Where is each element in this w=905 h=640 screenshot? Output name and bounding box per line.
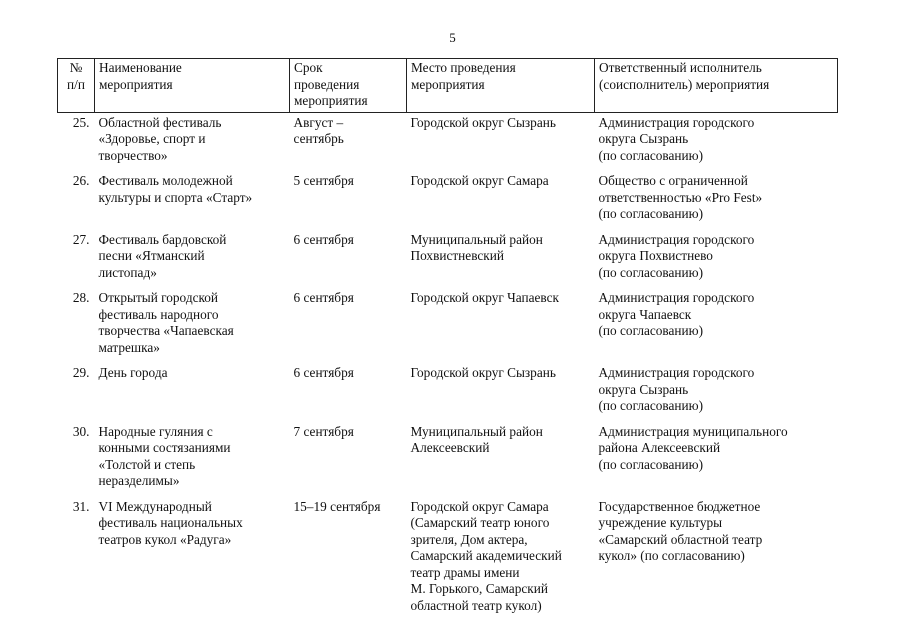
header-name: Наименование мероприятия (95, 59, 290, 113)
event-date: 5 сентября (293, 173, 354, 188)
table-row (58, 288, 838, 363)
event-place: Городской округ Чапаевск (410, 290, 559, 305)
event-name: Открытый городской фестиваль народного творчества «Чапаевская матрешка» (98, 290, 234, 355)
event-place: Городской округ Самара (410, 173, 549, 188)
event-date: 6 сентября (293, 365, 354, 380)
row-number: 31. (72, 498, 90, 514)
event-place: Муниципальный район Алексеевский (410, 423, 543, 455)
event-name: Народные гуляния с конными состязаниями «Толстой и степь неразделимы» (98, 423, 231, 488)
event-date: 6 сентября (293, 231, 354, 247)
event-place: Городской округ Сызрань (410, 114, 556, 130)
row-number: 27. (72, 231, 90, 247)
header-place: Место проведения мероприятия (407, 59, 595, 113)
event-place: Городской округ Самара (Самарский театр юного зрителя, Дом актера, Самарский академический театр драмы имени М. Горького, Самарский областной театр кукол) (410, 498, 562, 613)
event-name: День города (98, 365, 168, 380)
event-name: Фестиваль молодежной культуры и спорта «Старт» (98, 173, 253, 205)
page-number: 5 (449, 30, 456, 45)
header-row (58, 59, 838, 113)
table-row (58, 112, 838, 171)
event-responsible: Государственное бюджетное учреждение культуры «Самарский областной театр кукол» (по согласованию) (598, 498, 763, 563)
event-name: Областной фестиваль «Здоровье, спорт и творчество» (98, 114, 222, 163)
event-responsible: Администрация муниципального района Алексеевский (по согласованию) (598, 423, 788, 472)
row-number: 25. (72, 114, 90, 130)
table-row (58, 422, 838, 497)
table-body (58, 112, 838, 621)
row-number: 28. (72, 290, 90, 305)
row-number: 30. (72, 423, 90, 439)
row-number: 26. (72, 173, 90, 188)
event-responsible: Администрация городского округа Сызрань (по согласованию) (598, 114, 755, 163)
table-row (58, 497, 838, 622)
event-place: Городской округ Сызрань (410, 365, 556, 380)
event-responsible: Администрация городского округа Сызрань (по согласованию) (598, 365, 755, 413)
table-header (58, 59, 838, 113)
header-date: Срок проведения мероприятия (290, 59, 407, 113)
event-place: Муниципальный район Похвистневский (410, 231, 543, 263)
event-responsible: Общество с ограниченной ответственностью «Pro Fest» (по согласованию) (598, 173, 763, 221)
event-responsible: Администрация городского округа Чапаевск (по согласованию) (598, 290, 755, 338)
event-date: 7 сентября (293, 423, 354, 439)
event-name: Фестиваль бардовской песни «Ятманский листопад» (98, 231, 227, 280)
event-name: VI Международный фестиваль национальных театров кукол «Радуга» (98, 498, 243, 547)
event-responsible: Администрация городского округа Похвистнево (по согласованию) (598, 231, 755, 280)
events-table (57, 58, 838, 621)
header-responsible: Ответственный исполнитель (соисполнитель) мероприятия (595, 59, 838, 113)
event-date: Август – сентябрь (293, 114, 344, 146)
event-date: 6 сентября (293, 290, 354, 305)
table-row (58, 230, 838, 289)
table-row (58, 363, 838, 422)
header-number: № п/п (58, 59, 95, 113)
table-row (58, 171, 838, 230)
event-date: 15–19 сентября (293, 498, 381, 514)
row-number: 29. (72, 365, 90, 380)
